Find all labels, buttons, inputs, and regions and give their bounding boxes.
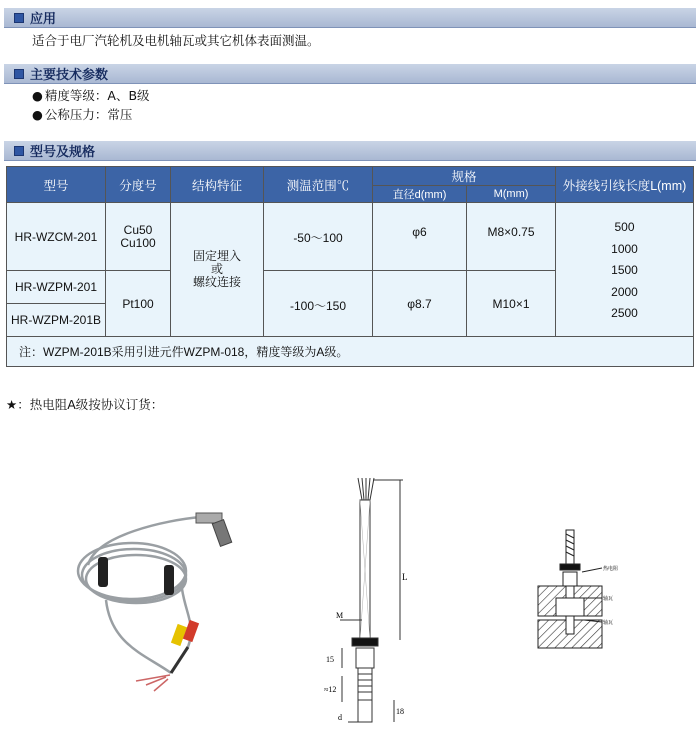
header-structure: 结构特征 — [171, 167, 264, 203]
section-header-params — [4, 64, 696, 84]
section-square-icon — [14, 69, 24, 79]
bullet-icon: ● — [32, 107, 43, 122]
param-item — [32, 86, 150, 104]
label-body: 轴瓦 — [603, 620, 614, 626]
cell-model: HR-WZCM-201 — [7, 203, 106, 271]
cell-division: Cu50 Cu100 — [106, 203, 171, 271]
cell-range: -50～100 — [264, 203, 373, 271]
cell-thread: M8×0.75 — [467, 203, 556, 271]
bullet-icon: ● — [32, 88, 43, 103]
lead-value: 1500 — [611, 263, 638, 277]
apply-text: 适合于电厂汽轮机及电机轴瓦或其它机体表面测温。 — [32, 33, 320, 48]
dim-d-label: d — [338, 713, 342, 722]
param-text: 精度等级：A、B级 — [44, 88, 150, 103]
label-nut: 热电阻 — [603, 566, 619, 572]
param-item — [32, 105, 132, 123]
lead-value: 2000 — [611, 284, 638, 299]
cell-lead — [556, 203, 694, 337]
cell-range: -100～150 — [264, 271, 373, 337]
cell-structure: 固定埋入 或 螺纹连接 — [171, 203, 264, 337]
section-title: 主要技术参数 — [30, 68, 109, 83]
label-bolt: 轴瓦 — [603, 596, 614, 602]
spec-table — [6, 166, 694, 367]
header-range: 测温范围℃ — [264, 167, 373, 203]
header-division: 分度号 — [106, 167, 171, 203]
dim-M-label: M — [336, 611, 344, 620]
lead-value: 500 — [614, 220, 635, 234]
section-title: 型号及规格 — [30, 145, 96, 160]
param-text: 公称压力：常压 — [44, 107, 133, 122]
cell-model: HR-WZPM-201B — [7, 304, 106, 337]
header-lead: 外接线引线长度L(mm) — [556, 167, 694, 203]
install-drawing — [530, 528, 630, 658]
dim-15-label: 15 — [326, 655, 334, 664]
section-header-models — [4, 141, 696, 161]
dim-L-label: L — [402, 572, 408, 582]
dim-18-label: 18 — [396, 707, 404, 716]
cell-thread: M10×1 — [467, 271, 556, 337]
cell-division: Pt100 — [106, 271, 171, 337]
lead-value: 2500 — [611, 306, 638, 320]
dim-12-label: ≈12 — [324, 685, 337, 694]
section-title: 应用 — [30, 12, 57, 27]
header-thread: M(mm) — [467, 186, 556, 203]
header-spec: 规格 — [373, 167, 556, 186]
cell-model: HR-WZPM-201 — [7, 271, 106, 304]
sensor-cable-photo — [76, 505, 256, 695]
table-note: 注：WZPM-201B采用引进元件WZPM-018，精度等级为A级。 — [7, 337, 694, 367]
header-diameter: 直径d(mm) — [373, 186, 467, 203]
section-header-apply — [4, 8, 696, 28]
cell-diameter: φ8.7 — [373, 271, 467, 337]
cell-diameter: φ6 — [373, 203, 467, 271]
section-square-icon — [14, 13, 24, 23]
lead-value: 1000 — [611, 241, 638, 256]
header-model: 型号 — [7, 167, 106, 203]
probe-drawing — [318, 470, 438, 730]
star-note: ★：热电阻A级按协议订货： — [6, 397, 164, 412]
section-square-icon — [14, 146, 24, 156]
